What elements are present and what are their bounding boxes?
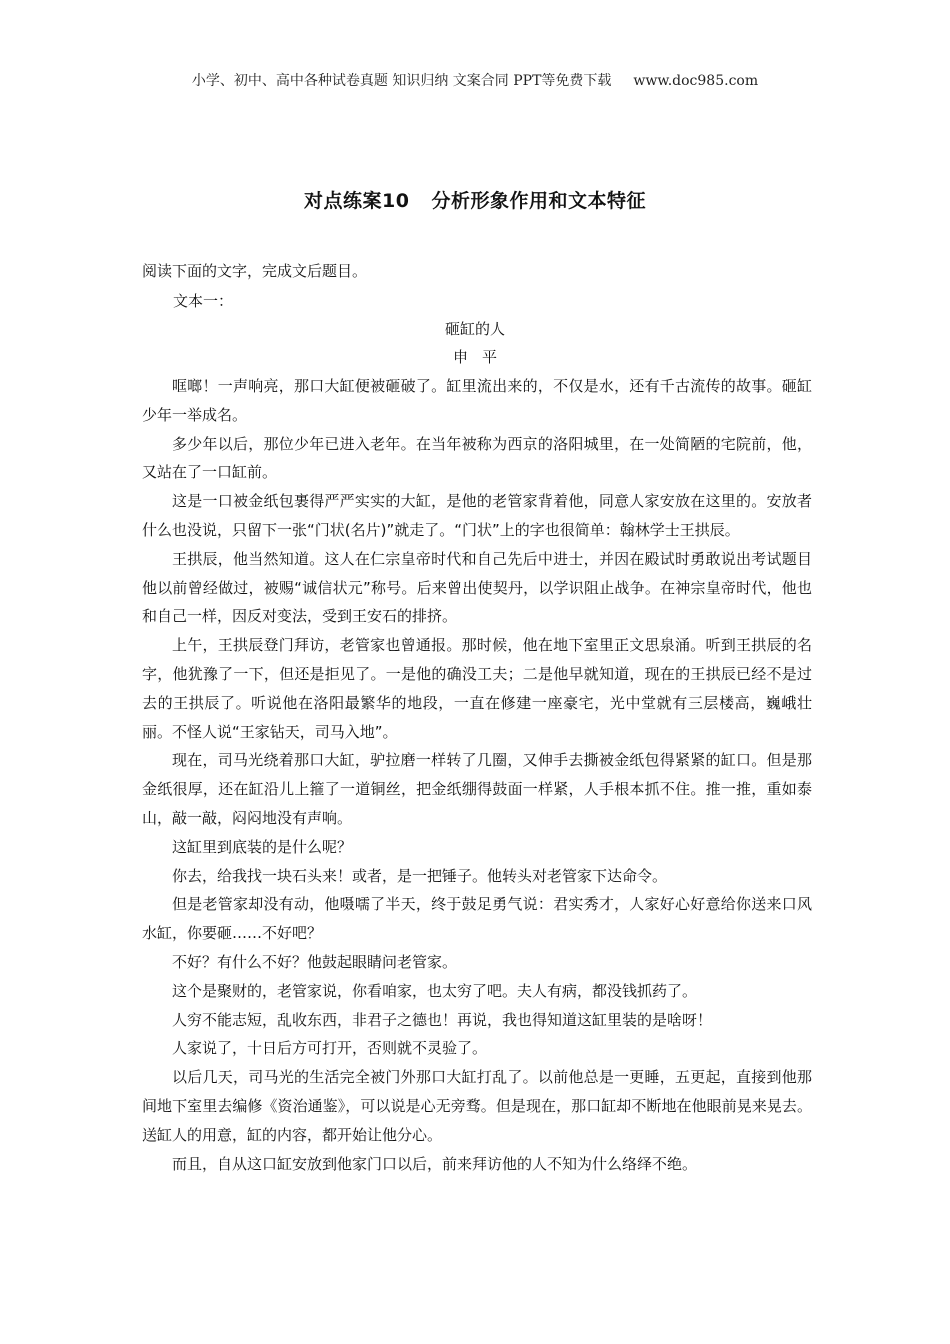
header-url[interactable]: www.doc985.com bbox=[633, 73, 759, 89]
title-number: 对点练案10 bbox=[304, 190, 410, 212]
story-paragraph: 这个是聚财的，老管家说，你看咱家，也太穷了吧。夫人有病，都没钱抓药了。 bbox=[172, 981, 698, 1000]
story-paragraph: 不好？有什么不好？他鼓起眼睛问老管家。 bbox=[172, 952, 458, 971]
title-topic: 分析形象作用和文本特征 bbox=[431, 190, 646, 212]
page-header bbox=[0, 70, 950, 90]
story-paragraph: 哐啷！一声响亮，那口大缸便被砸破了。缸里流出来的，不仅是水，还有千古流传的故事。砸缸少年一举成名。 bbox=[142, 377, 812, 424]
story-paragraph: 王拱辰，他当然知道。这人在仁宗皇帝时代和自己先后中进士，并因在殿试时勇敢说出考试题目他以前曾经做过，被赐“诚信状元”称号。后来曾出使契丹，以学识阻止战争。在神宗皇帝时代，他也和自己一样，因反对变法，受到王安石的排挤。 bbox=[142, 549, 812, 626]
story-paragraph: 多少年以后，那位少年已进入老年。在当年被称为西京的洛阳城里，在一处简陋的宅院前，他，又站在了一口缸前。 bbox=[142, 434, 812, 482]
story-body bbox=[142, 372, 812, 1178]
story-paragraph: 而且，自从这口缸安放到他家门口以后，前来拜访他的人不知为什么络绎不绝。 bbox=[172, 1154, 698, 1173]
story-paragraph: 人穷不能志短，乱收东西，非君子之德也！再说，我也得知道这缸里装的是啥呀！ bbox=[172, 1010, 713, 1029]
story-author: 申平 bbox=[452, 348, 511, 366]
story-paragraph: 上午，王拱辰登门拜访，老管家也曾通报。那时候，他在地下室里正文思泉涌。听到王拱辰的名字，他犹豫了一下，但还是拒见了。一是他的确没工夫；二是他早就知道，现在的王拱辰已经不是过去的王拱辰了。听说他在洛阳最繁华的地段，一直在修建一座豪宅，光中堂就有三层楼高，巍峨壮丽。不怪人说“王家钻天，司马入地”。 bbox=[142, 636, 812, 741]
story-paragraph: 人家说了，十日后方可打开，否则就不灵验了。 bbox=[172, 1039, 488, 1058]
story-paragraph: 这缸里到底装的是什么呢？ bbox=[172, 837, 353, 856]
story-paragraph: 现在，司马光绕着那口大缸，驴拉磨一样转了几圈，又伸手去撕被金纸包得紧紧的缸口。但是那金纸很厚，还在缸沿儿上箍了一道铜丝，把金纸绷得鼓面一样紧，人手根本抓不住。推一推，重如泰山，敲一敲，闷闷地没有声响。 bbox=[142, 751, 812, 827]
document-title bbox=[0, 186, 950, 213]
reading-instruction: 阅读下面的文字，完成文后题目。 bbox=[142, 262, 368, 280]
header-text: 小学、初中、高中各种试卷真题 知识归纳 文案合同 PPT等免费下载 bbox=[191, 73, 612, 89]
text-one-label: 文本一： bbox=[173, 292, 234, 310]
story-paragraph: 但是老管家却没有动，他嗫嚅了半天，终于鼓足勇气说：君实秀才，人家好心好意给你送来口风水缸，你要砸……不好吧？ bbox=[142, 895, 812, 943]
story-title: 砸缸的人 bbox=[444, 320, 505, 338]
story-paragraph: 这是一口被金纸包裹得严严实实的大缸，是他的老管家背着他，同意人家安放在这里的。安放者什么也没说，只留下一张“门状(名片)”就走了。“门状”上的字也很简单：翰林学士王拱辰。 bbox=[142, 492, 812, 539]
story-paragraph: 以后几天，司马光的生活完全被门外那口大缸打乱了。以前他总是一更睡，五更起，直接到他那间地下室里去编修《资治通鉴》，可以说是心无旁骛。但是现在，那口缸却不断地在他眼前晃来晃去。送缸人的用意，缸的内容，都开始让他分心。 bbox=[142, 1068, 812, 1144]
story-paragraph: 你去，给我找一块石头来！或者，是一把锤子。他转头对老管家下达命令。 bbox=[172, 866, 668, 885]
